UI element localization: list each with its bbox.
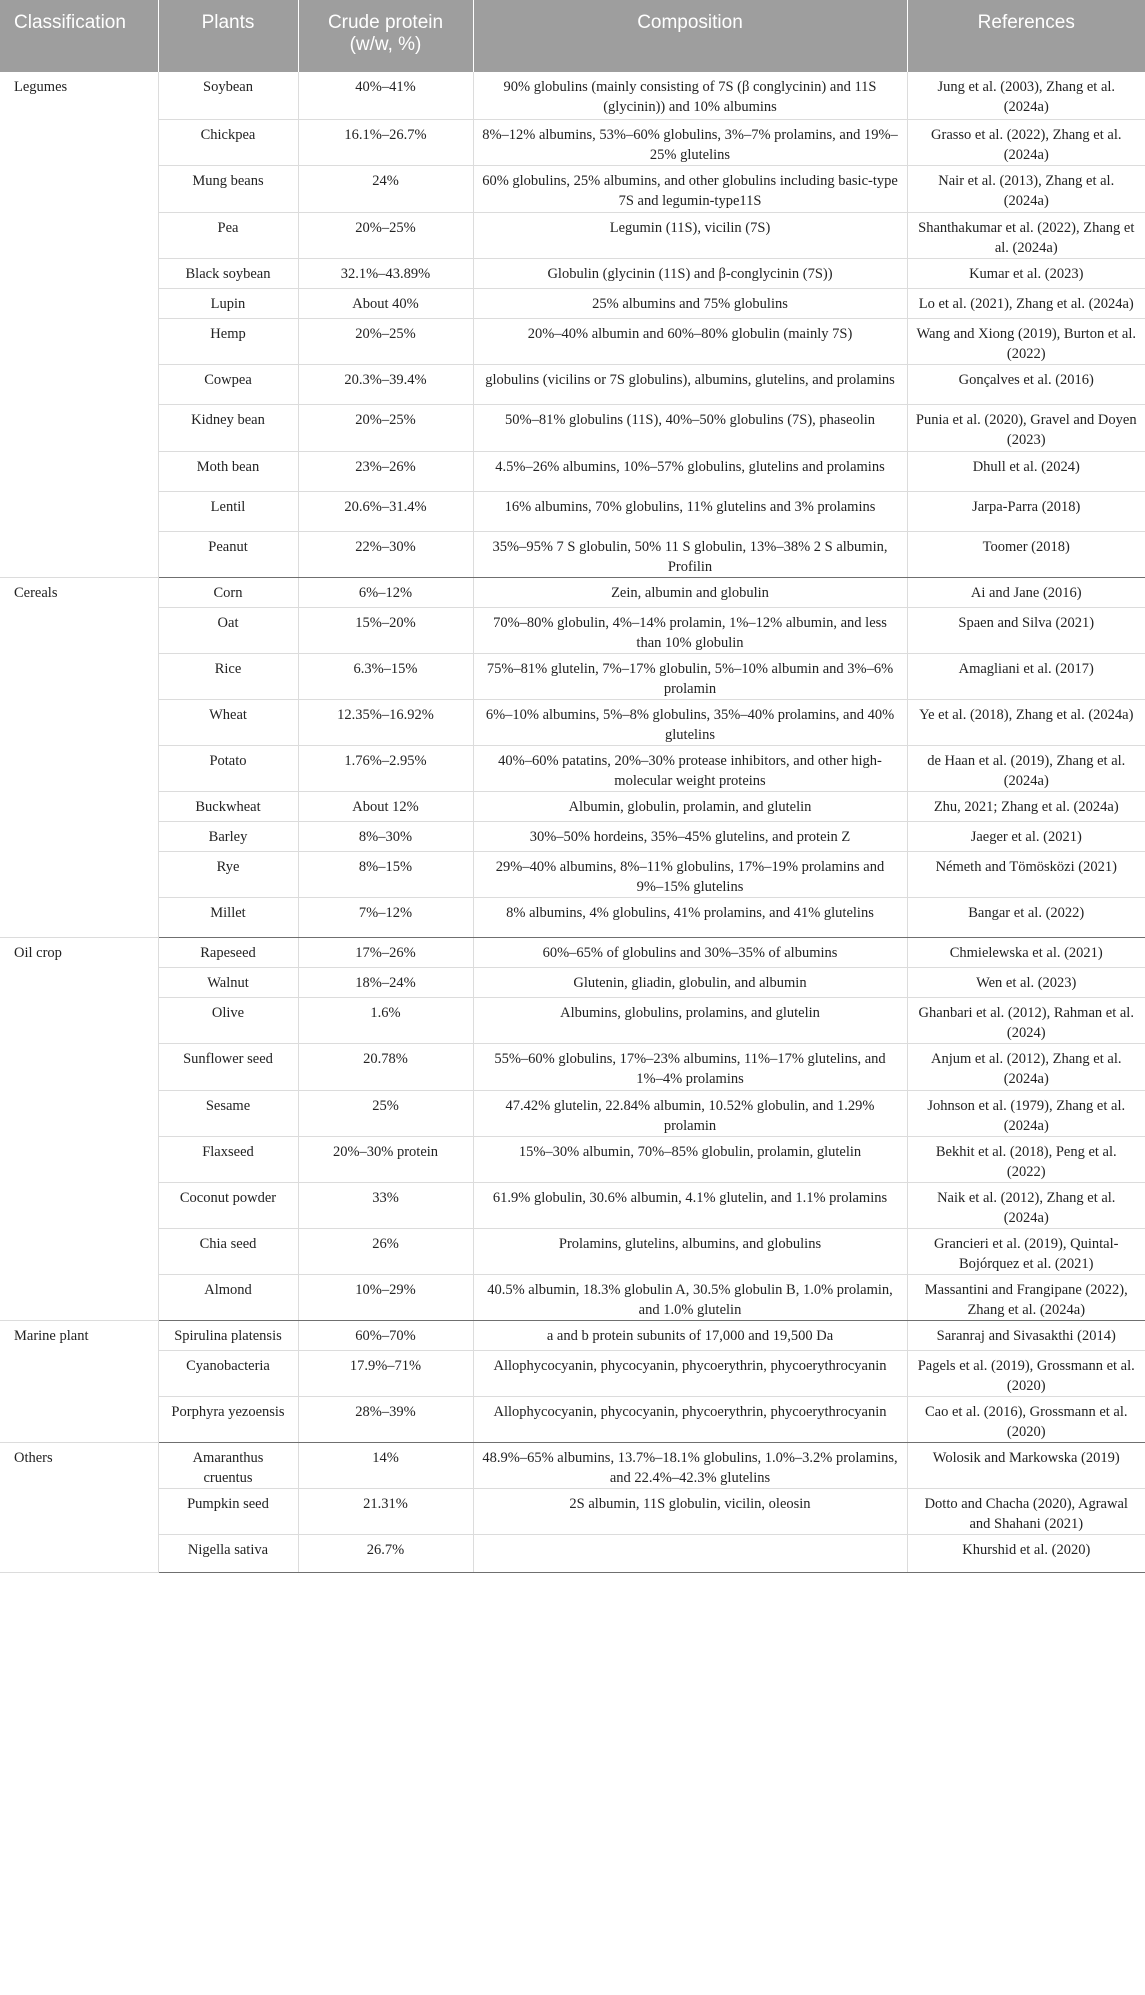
table-row [0, 577, 1145, 607]
plant-cell: Hemp [158, 318, 298, 364]
references-cell: Dotto and Chacha (2020), Agrawal and Shahani (2021) [907, 1488, 1145, 1534]
classification-cell: Marine plant [0, 1320, 158, 1442]
plant-cell: Potato [158, 745, 298, 791]
crude-protein-cell: 24% [298, 165, 473, 212]
plant-cell: Pumpkin seed [158, 1488, 298, 1534]
composition-cell: Glutenin, gliadin, globulin, and albumin [473, 967, 907, 997]
header-crude-protein: Crude protein (w/w, %) [298, 0, 473, 72]
references-cell: Jung et al. (2003), Zhang et al. (2024a) [907, 72, 1145, 119]
table-row [0, 1534, 1145, 1572]
composition-cell: Allophycocyanin, phycocyanin, phycoerythrin, phycoerythrocyanin [473, 1350, 907, 1396]
references-cell: Nair et al. (2013), Zhang et al. (2024a) [907, 165, 1145, 212]
composition-cell [473, 1534, 907, 1572]
composition-cell: 6%–10% albumins, 5%–8% globulins, 35%–40% prolamins, and 40% glutelins [473, 699, 907, 745]
composition-cell: Albumin, globulin, prolamin, and glutelin [473, 791, 907, 821]
references-cell: Németh and Tömösközi (2021) [907, 851, 1145, 897]
classification-cell: Oil crop [0, 937, 158, 1320]
crude-protein-cell: 12.35%–16.92% [298, 699, 473, 745]
references-cell: Amagliani et al. (2017) [907, 653, 1145, 699]
plant-cell: Porphyra yezoensis [158, 1396, 298, 1442]
crude-protein-cell: 20%–25% [298, 404, 473, 451]
table-row [0, 607, 1145, 653]
composition-cell: 70%–80% globulin, 4%–14% prolamin, 1%–12% albumin, and less than 10% globulin [473, 607, 907, 653]
crude-protein-cell: 23%–26% [298, 451, 473, 491]
table-row [0, 1136, 1145, 1182]
composition-cell: 25% albumins and 75% globulins [473, 288, 907, 318]
table-row [0, 318, 1145, 364]
table-row [0, 404, 1145, 451]
references-cell: Wang and Xiong (2019), Burton et al. (2022) [907, 318, 1145, 364]
plant-cell: Black soybean [158, 258, 298, 288]
table-row [0, 967, 1145, 997]
header-classification: Classification [0, 0, 158, 72]
composition-cell: Legumin (11S), vicilin (7S) [473, 212, 907, 258]
plant-cell: Pea [158, 212, 298, 258]
plant-cell: Spirulina platensis [158, 1320, 298, 1350]
composition-cell: Allophycocyanin, phycocyanin, phycoerythrin, phycoerythrocyanin [473, 1396, 907, 1442]
composition-cell: 61.9% globulin, 30.6% albumin, 4.1% glutelin, and 1.1% prolamins [473, 1182, 907, 1228]
classification-cell: Cereals [0, 577, 158, 937]
references-cell: Lo et al. (2021), Zhang et al. (2024a) [907, 288, 1145, 318]
crude-protein-cell: 7%–12% [298, 897, 473, 937]
references-cell: Bangar et al. (2022) [907, 897, 1145, 937]
plant-cell: Nigella sativa [158, 1534, 298, 1572]
plant-cell: Barley [158, 821, 298, 851]
plant-cell: Rye [158, 851, 298, 897]
composition-cell: 40.5% albumin, 18.3% globulin A, 30.5% globulin B, 1.0% prolamin, and 1.0% glutelin [473, 1274, 907, 1320]
composition-cell: 50%–81% globulins (11S), 40%–50% globulins (7S), phaseolin [473, 404, 907, 451]
references-cell: Jaeger et al. (2021) [907, 821, 1145, 851]
composition-cell: 60% globulins, 25% albumins, and other globulins including basic-type 7S and legumin-type11S [473, 165, 907, 212]
crude-protein-cell: 10%–29% [298, 1274, 473, 1320]
plant-cell: Coconut powder [158, 1182, 298, 1228]
crude-protein-cell: 26% [298, 1228, 473, 1274]
plant-cell: Cowpea [158, 364, 298, 404]
table-row [0, 1396, 1145, 1442]
table-row [0, 1488, 1145, 1534]
crude-protein-cell: 26.7% [298, 1534, 473, 1572]
plant-cell: Corn [158, 577, 298, 607]
references-cell: Grancieri et al. (2019), Quintal-Bojórquez et al. (2021) [907, 1228, 1145, 1274]
table-row [0, 699, 1145, 745]
header-references: References [907, 0, 1145, 72]
crude-protein-cell: 25% [298, 1090, 473, 1136]
table-row [0, 1090, 1145, 1136]
crude-protein-cell: 14% [298, 1442, 473, 1488]
crude-protein-cell: 32.1%–43.89% [298, 258, 473, 288]
plant-cell: Walnut [158, 967, 298, 997]
references-cell: Grasso et al. (2022), Zhang et al. (2024a) [907, 119, 1145, 165]
composition-cell: 60%–65% of globulins and 30%–35% of albumins [473, 937, 907, 967]
references-cell: Zhu, 2021; Zhang et al. (2024a) [907, 791, 1145, 821]
references-cell: Shanthakumar et al. (2022), Zhang et al. (2024a) [907, 212, 1145, 258]
references-cell: Khurshid et al. (2020) [907, 1534, 1145, 1572]
composition-cell: 40%–60% patatins, 20%–30% protease inhibitors, and other high-molecular weight proteins [473, 745, 907, 791]
table-row [0, 165, 1145, 212]
plant-cell: Olive [158, 997, 298, 1043]
plant-cell: Oat [158, 607, 298, 653]
table-row [0, 1350, 1145, 1396]
plant-cell: Sunflower seed [158, 1043, 298, 1090]
header-row [0, 0, 1145, 72]
composition-cell: 20%–40% albumin and 60%–80% globulin (mainly 7S) [473, 318, 907, 364]
table-row [0, 851, 1145, 897]
table-row [0, 1228, 1145, 1274]
references-cell: Chmielewska et al. (2021) [907, 937, 1145, 967]
composition-cell: 30%–50% hordeins, 35%–45% glutelins, and protein Z [473, 821, 907, 851]
crude-protein-cell: 60%–70% [298, 1320, 473, 1350]
composition-cell: 29%–40% albumins, 8%–11% globulins, 17%–19% prolamins and 9%–15% glutelins [473, 851, 907, 897]
plant-cell: Soybean [158, 72, 298, 119]
table-row [0, 288, 1145, 318]
table-row [0, 531, 1145, 577]
references-cell: Toomer (2018) [907, 531, 1145, 577]
composition-cell: 90% globulins (mainly consisting of 7S (β conglycinin) and 11S (glycinin)) and 10% albumins [473, 72, 907, 119]
table-row [0, 1043, 1145, 1090]
composition-cell: 4.5%–26% albumins, 10%–57% globulins, glutelins and prolamins [473, 451, 907, 491]
crude-protein-cell: 1.6% [298, 997, 473, 1043]
plant-cell: Cyanobacteria [158, 1350, 298, 1396]
crude-protein-cell: 8%–15% [298, 851, 473, 897]
crude-protein-cell: About 40% [298, 288, 473, 318]
plant-cell: Moth bean [158, 451, 298, 491]
references-cell: Johnson et al. (1979), Zhang et al. (2024a) [907, 1090, 1145, 1136]
references-cell: Saranraj and Sivasakthi (2014) [907, 1320, 1145, 1350]
references-cell: Pagels et al. (2019), Grossmann et al. (2020) [907, 1350, 1145, 1396]
composition-cell: 35%–95% 7 S globulin, 50% 11 S globulin, 13%–38% 2 S albumin, Profilin [473, 531, 907, 577]
plant-cell: Chickpea [158, 119, 298, 165]
table-row [0, 653, 1145, 699]
references-cell: Bekhit et al. (2018), Peng et al. (2022) [907, 1136, 1145, 1182]
crude-protein-cell: 17.9%–71% [298, 1350, 473, 1396]
crude-protein-cell: 16.1%–26.7% [298, 119, 473, 165]
references-cell: Kumar et al. (2023) [907, 258, 1145, 288]
references-cell: Ai and Jane (2016) [907, 577, 1145, 607]
table-row [0, 1320, 1145, 1350]
crude-protein-cell: 33% [298, 1182, 473, 1228]
composition-cell: globulins (vicilins or 7S globulins), albumins, glutelins, and prolamins [473, 364, 907, 404]
composition-cell: Albumins, globulins, prolamins, and glutelin [473, 997, 907, 1043]
plant-cell: Rice [158, 653, 298, 699]
plant-cell: Almond [158, 1274, 298, 1320]
references-cell: Punia et al. (2020), Gravel and Doyen (2023) [907, 404, 1145, 451]
crude-protein-cell: 20%–30% protein [298, 1136, 473, 1182]
references-cell: Wolosik and Markowska (2019) [907, 1442, 1145, 1488]
table-row [0, 364, 1145, 404]
composition-cell: 47.42% glutelin, 22.84% albumin, 10.52% globulin, and 1.29% prolamin [473, 1090, 907, 1136]
crude-protein-cell: 1.76%–2.95% [298, 745, 473, 791]
table-row [0, 821, 1145, 851]
table-row [0, 791, 1145, 821]
composition-cell: Prolamins, glutelins, albumins, and globulins [473, 1228, 907, 1274]
crude-protein-cell: 20%–25% [298, 212, 473, 258]
composition-cell: Globulin (glycinin (11S) and β-conglycinin (7S)) [473, 258, 907, 288]
composition-cell: 75%–81% glutelin, 7%–17% globulin, 5%–10% albumin and 3%–6% prolamin [473, 653, 907, 699]
table-row [0, 451, 1145, 491]
header-composition: Composition [473, 0, 907, 72]
composition-cell: a and b protein subunits of 17,000 and 19,500 Da [473, 1320, 907, 1350]
classification-cell: Legumes [0, 72, 158, 577]
table-body [0, 72, 1145, 1572]
references-cell: Massantini and Frangipane (2022), Zhang et al. (2024a) [907, 1274, 1145, 1320]
table-row [0, 72, 1145, 119]
table-row [0, 491, 1145, 531]
plant-cell: Amaranthus cruentus [158, 1442, 298, 1488]
references-cell: de Haan et al. (2019), Zhang et al. (2024a) [907, 745, 1145, 791]
crude-protein-cell: 20.6%–31.4% [298, 491, 473, 531]
plant-cell: Peanut [158, 531, 298, 577]
crude-protein-cell: 22%–30% [298, 531, 473, 577]
references-cell: Anjum et al. (2012), Zhang et al. (2024a) [907, 1043, 1145, 1090]
crude-protein-cell: About 12% [298, 791, 473, 821]
crude-protein-cell: 20.78% [298, 1043, 473, 1090]
header-plants: Plants [158, 0, 298, 72]
composition-cell: 15%–30% albumin, 70%–85% globulin, prolamin, glutelin [473, 1136, 907, 1182]
crude-protein-cell: 18%–24% [298, 967, 473, 997]
references-cell: Cao et al. (2016), Grossmann et al. (2020) [907, 1396, 1145, 1442]
composition-cell: Zein, albumin and globulin [473, 577, 907, 607]
plant-cell: Mung beans [158, 165, 298, 212]
references-cell: Jarpa-Parra (2018) [907, 491, 1145, 531]
crude-protein-cell: 8%–30% [298, 821, 473, 851]
crude-protein-cell: 20.3%–39.4% [298, 364, 473, 404]
composition-cell: 55%–60% globulins, 17%–23% albumins, 11%–17% glutelins, and 1%–4% prolamins [473, 1043, 907, 1090]
plant-cell: Millet [158, 897, 298, 937]
plant-cell: Buckwheat [158, 791, 298, 821]
crude-protein-cell: 6%–12% [298, 577, 473, 607]
composition-cell: 8%–12% albumins, 53%–60% globulins, 3%–7% prolamins, and 19%–25% glutelins [473, 119, 907, 165]
plant-cell: Sesame [158, 1090, 298, 1136]
references-cell: Naik et al. (2012), Zhang et al. (2024a) [907, 1182, 1145, 1228]
table-row [0, 997, 1145, 1043]
table-row [0, 937, 1145, 967]
plant-cell: Flaxseed [158, 1136, 298, 1182]
crude-protein-cell: 6.3%–15% [298, 653, 473, 699]
table-row [0, 1274, 1145, 1320]
references-cell: Ye et al. (2018), Zhang et al. (2024a) [907, 699, 1145, 745]
table-row [0, 897, 1145, 937]
plant-cell: Kidney bean [158, 404, 298, 451]
crude-protein-cell: 28%–39% [298, 1396, 473, 1442]
composition-cell: 48.9%–65% albumins, 13.7%–18.1% globulins, 1.0%–3.2% prolamins, and 22.4%–42.3% glutelins [473, 1442, 907, 1488]
crude-protein-cell: 40%–41% [298, 72, 473, 119]
plant-cell: Lentil [158, 491, 298, 531]
references-cell: Gonçalves et al. (2016) [907, 364, 1145, 404]
crude-protein-cell: 17%–26% [298, 937, 473, 967]
composition-cell: 8% albumins, 4% globulins, 41% prolamins, and 41% glutelins [473, 897, 907, 937]
plant-cell: Rapeseed [158, 937, 298, 967]
table-row [0, 212, 1145, 258]
references-cell: Spaen and Silva (2021) [907, 607, 1145, 653]
table-row [0, 1442, 1145, 1488]
crude-protein-cell: 15%–20% [298, 607, 473, 653]
plant-cell: Lupin [158, 288, 298, 318]
table-row [0, 119, 1145, 165]
references-cell: Wen et al. (2023) [907, 967, 1145, 997]
composition-cell: 16% albumins, 70% globulins, 11% glutelins and 3% prolamins [473, 491, 907, 531]
composition-cell: 2S albumin, 11S globulin, vicilin, oleosin [473, 1488, 907, 1534]
plant-cell: Wheat [158, 699, 298, 745]
classification-cell: Others [0, 1442, 158, 1572]
crude-protein-cell: 21.31% [298, 1488, 473, 1534]
references-cell: Dhull et al. (2024) [907, 451, 1145, 491]
plant-cell: Chia seed [158, 1228, 298, 1274]
crude-protein-cell: 20%–25% [298, 318, 473, 364]
references-cell: Ghanbari et al. (2012), Rahman et al. (2024) [907, 997, 1145, 1043]
table-row [0, 1182, 1145, 1228]
table-row [0, 258, 1145, 288]
table-row [0, 745, 1145, 791]
